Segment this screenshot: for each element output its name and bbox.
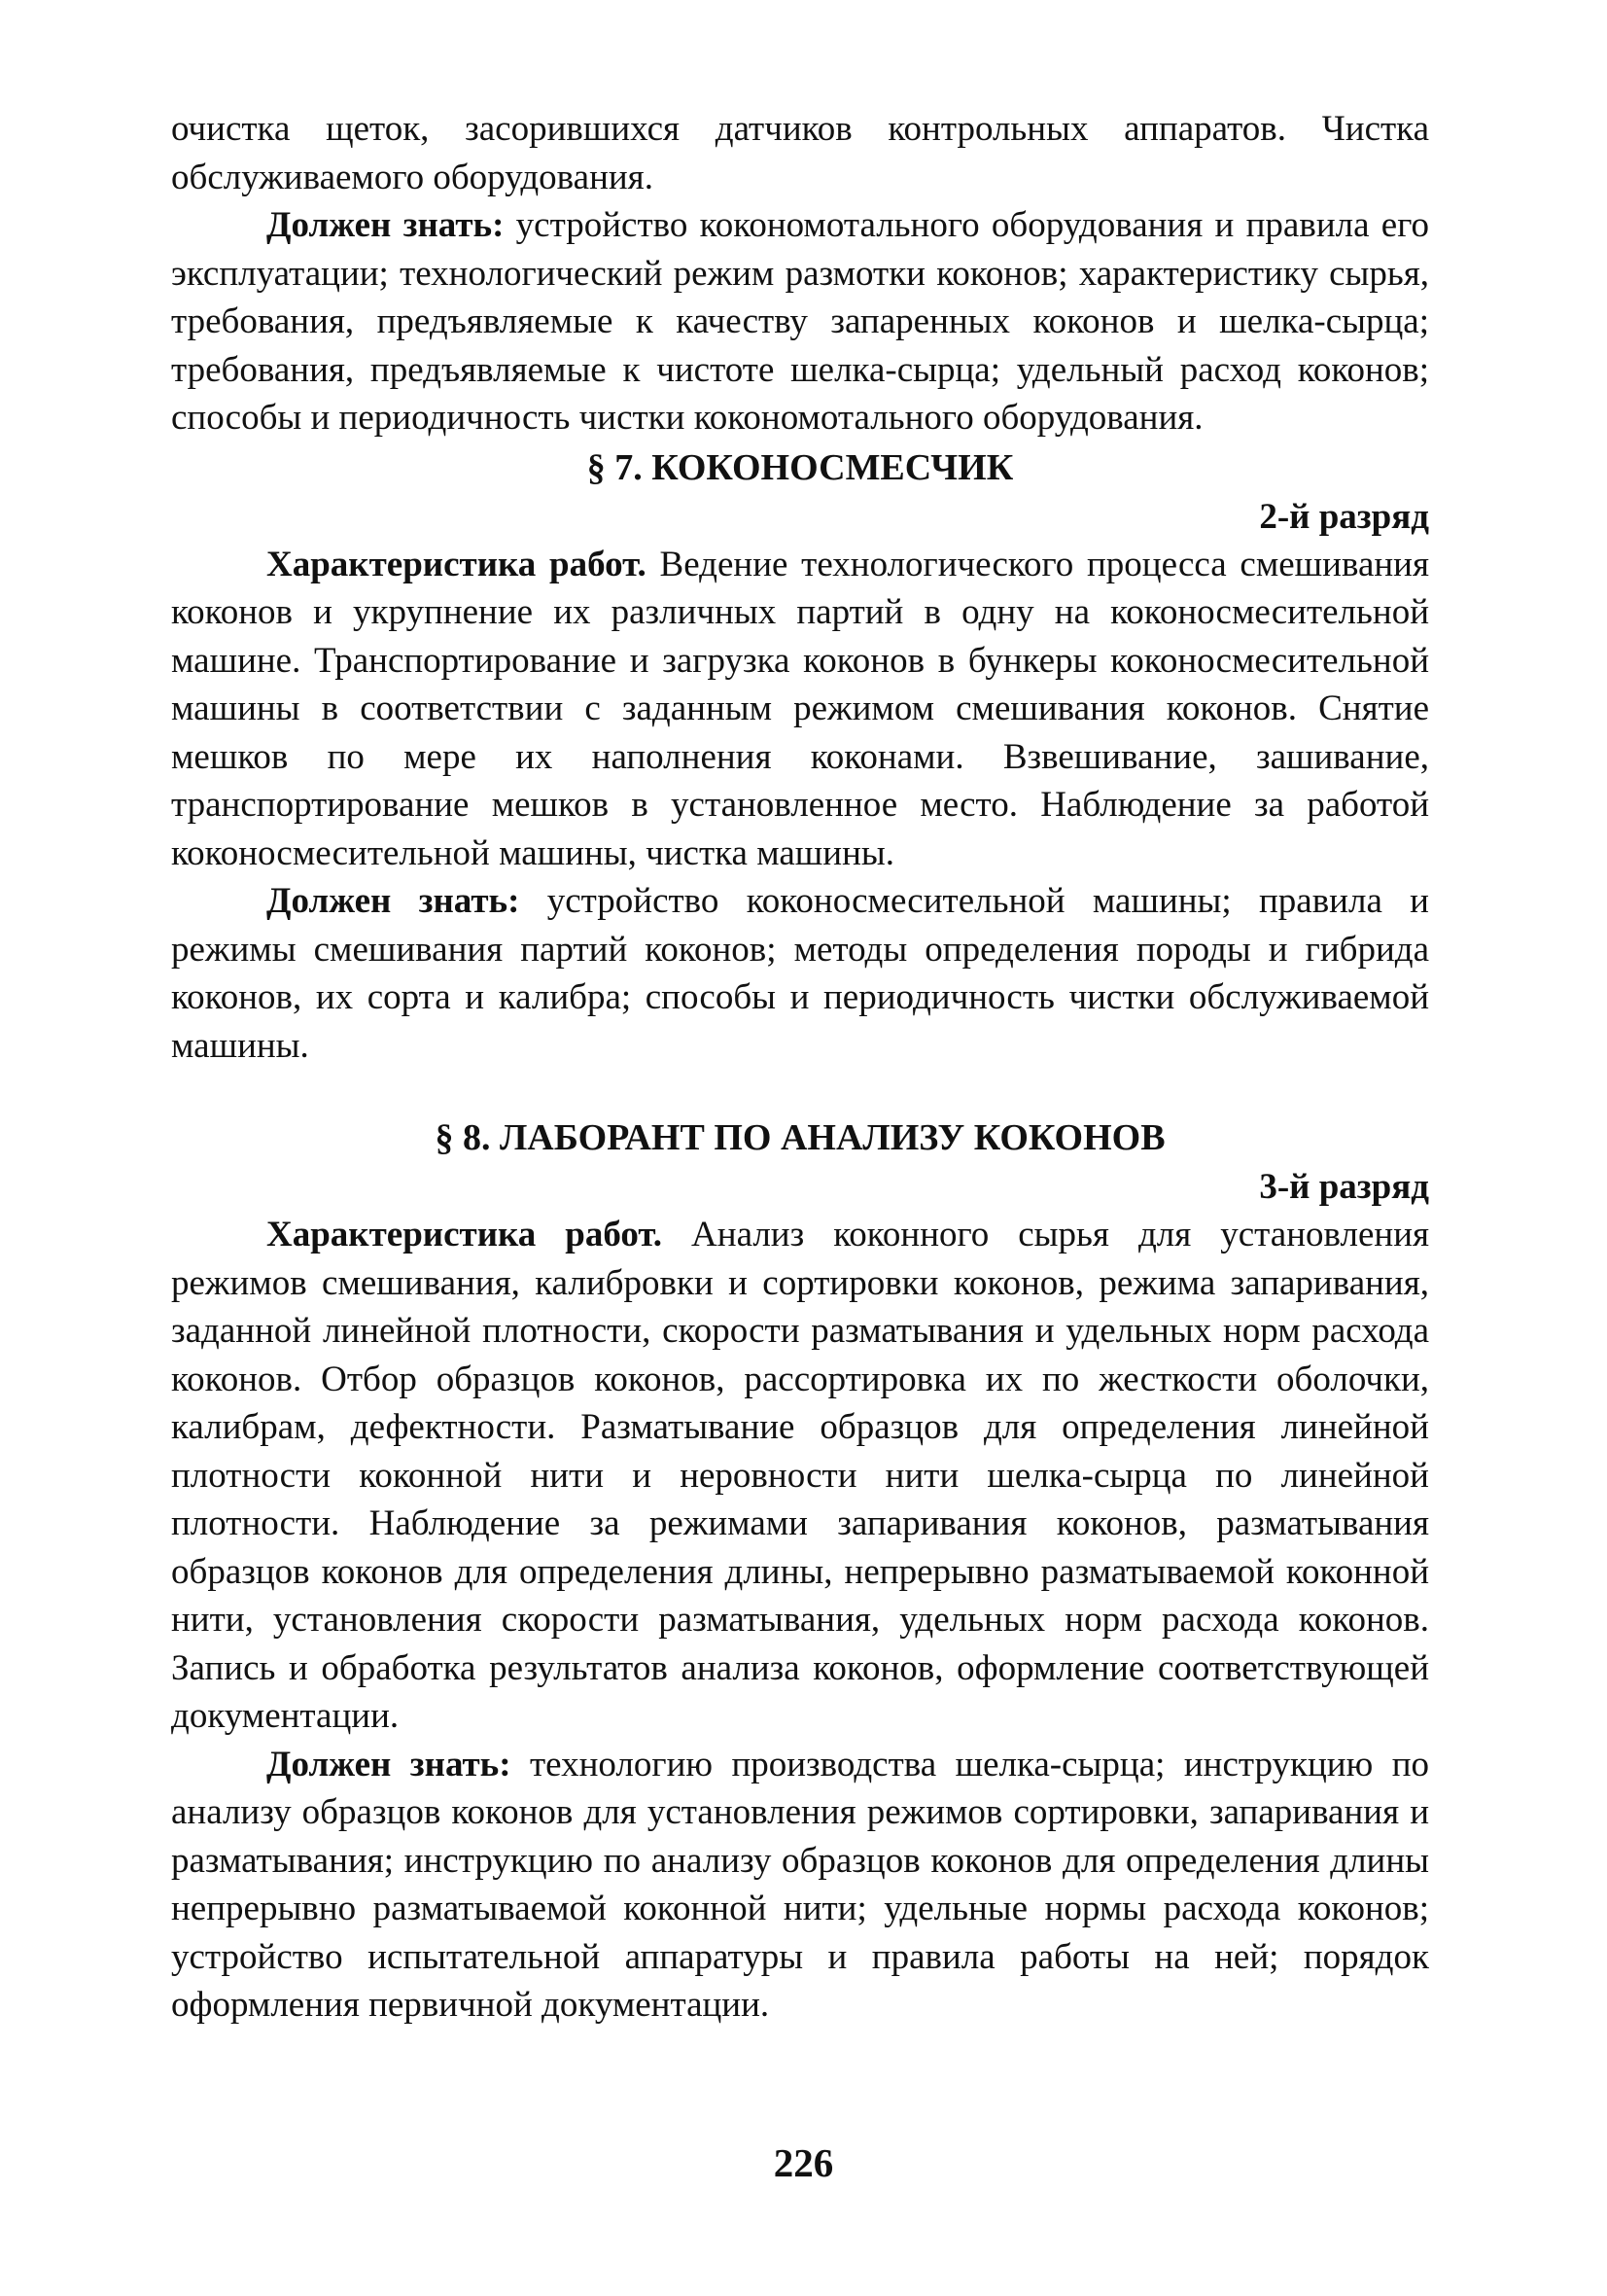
section-8-title: § 8. ЛАБОРАНТ ПО АНАЛИЗУ КОКОНОВ [435, 1117, 1166, 1158]
page-body [171, 105, 1429, 2030]
intro-knowledge-paragraph [171, 201, 1429, 442]
section-8-grade: 3-й разряд [1259, 1167, 1429, 1207]
work-text: Анализ коконного сырья для установления режимов смешивания, калибровки и сортировки коконов, режима запаривания, заданной линейной плотности, скорости разматывания и удельных норм расхода коконов. Отбор образцов коконов, рассортировка их по жесткости оболочки, калибрам, дефектности. Разматывание образцов для определения линейной плотности коконной нити и неровности нити шелка-сырца по линейной плотности. Наблюдение за режимами запаривания коконов, разматывания образцов коконов для определения длины, непрерывно разматываемой коконной нити, установления скорости разматывания, удельных норм расхода коконов. Запись и обработка результатов анализа коконов, оформление соответствующей документации. [171, 1215, 1430, 1736]
work-label: Характеристика работ. [266, 544, 646, 584]
section-spacer [171, 1070, 1429, 1113]
knowledge-label: Должен знать: [266, 1744, 511, 1784]
knowledge-label: Должен знать: [266, 881, 520, 921]
page-number: 226 [773, 2140, 834, 2185]
section-7-grade: 2-й разряд [1259, 496, 1429, 537]
section-7-title: § 7. КОКОНОСМЕСЧИК [586, 446, 1014, 488]
knowledge-label: Должен знать: [266, 205, 505, 245]
section-7-work-paragraph [171, 541, 1429, 878]
knowledge-text: устройство кокономотального оборудования и правила его эксплуатации; технологический режим размотки коконов; характеристику сырья, требования, предъявляемые к качеству запаренных коконов и шелка-сырца; требования, предъявляемые к чистоте шелка-сырца; удельный расход коконов; способы и периодичность чистки кокономотального оборудования. [171, 205, 1429, 438]
knowledge-text: технологию производства шелка-сырца; инструкцию по анализу образцов коконов для установления режимов сортировки, запаривания и разматывания; инструкцию по анализу образцов коконов для определения длины непрерывно разматываемой коконной нити; удельные нормы расхода коконов; устройство испытательной аппаратуры и правила работы на ней; порядок оформления первичной документации. [171, 1744, 1429, 2025]
section-8-knowledge-paragraph [171, 1741, 1429, 2030]
intro-continuation-paragraph: очистка щеток, засорившихся датчиков контрольных аппаратов. Чистка обслуживаемого оборудования. [171, 109, 1429, 197]
section-8-work-paragraph [171, 1211, 1429, 1741]
section-7-knowledge-paragraph [171, 877, 1429, 1070]
knowledge-text: устройство коконосмесительной машины; правила и режимы смешивания партий коконов; методы определения породы и гибрида коконов, их сорта и калибра; способы и периодичность чистки обслуживаемой машины. [171, 881, 1429, 1066]
work-label: Характеристика работ. [266, 1215, 663, 1254]
work-text: Ведение технологического процесса смешивания коконов и укрупнение их различных партий в одну на коконосмесительной машине. Транспортирование и загрузка коконов в бункеры коконосмесительной машины в соответствии с заданным режимом смешивания коконов. Снятие мешков по мере их наполнения коконами. Взвешивание, зашивание, транспортирование мешков в установленное место. Наблюдение за работой коконосмесительной машины, чистка машины. [171, 544, 1429, 873]
